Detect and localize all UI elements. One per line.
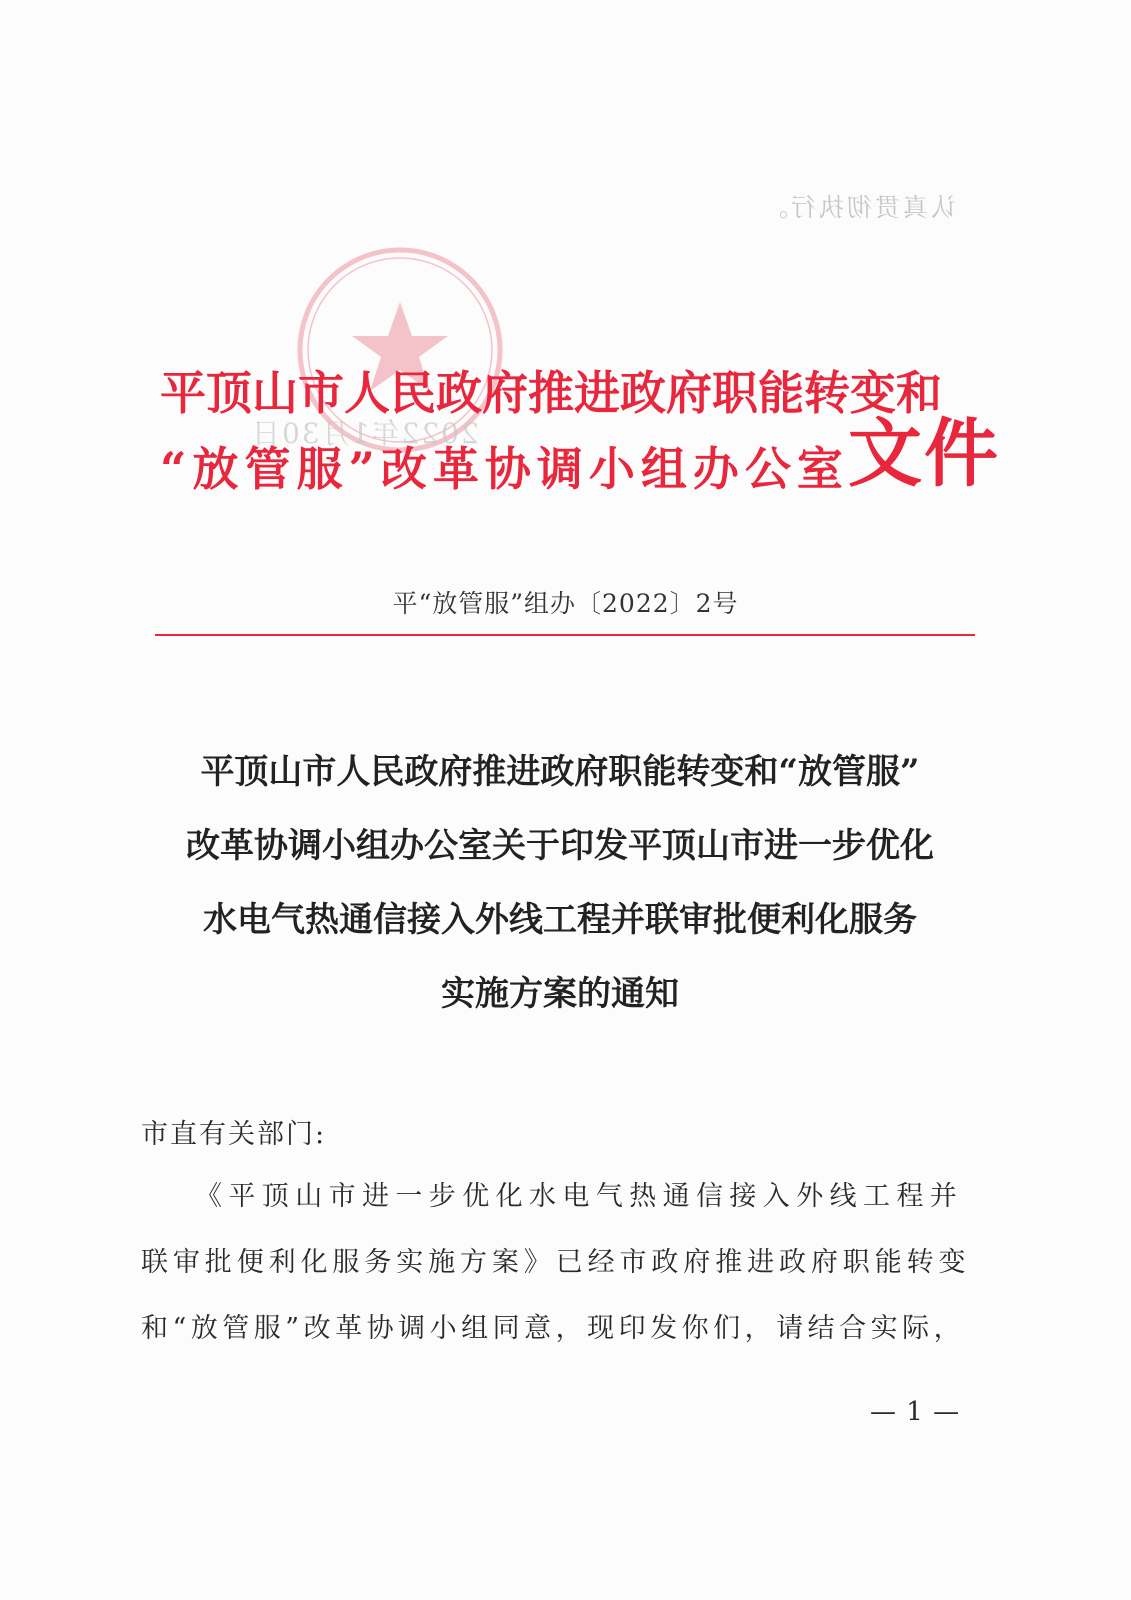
body-line-1: 《平顶山市进一步优化水电气热通信接入外线工程并 <box>195 1181 964 1212</box>
red-separator-line <box>155 634 975 636</box>
seal-date-mirrored: 2022年1月30日 <box>250 417 479 450</box>
body-line-2: 联审批便利化服务实施方案》已经市政府推进政府职能转变 <box>141 1247 971 1278</box>
title-line-3: 水电气热通信接入外线工程并联审批便利化服务 <box>203 900 917 940</box>
document-word: 文件 <box>848 411 1000 497</box>
document-title <box>140 735 980 1031</box>
salutation: 市直有关部门: <box>141 1119 327 1150</box>
document-number: 平“放管服”组办〔2022〕2号 <box>392 589 739 618</box>
title-line-4: 实施方案的通知 <box>441 974 679 1014</box>
body-paragraph <box>141 1164 971 1362</box>
issuer-line-2: “放管服”改革协调小组办公室 <box>160 442 849 496</box>
title-line-1: 平顶山市人民政府推进政府职能转变和“放管服” <box>200 752 920 792</box>
page-number: — 1 — <box>870 1397 961 1427</box>
issuer-line-1: 平顶山市人民政府推进政府职能转变和 <box>160 366 942 420</box>
bleed-through-text: 认真贯彻执行。 <box>760 193 957 222</box>
body-line-3: 和“放管服”改革协调小组同意，现印发你们，请结合实际， <box>141 1313 966 1344</box>
title-line-2: 改革协调小组办公室关于印发平顶山市进一步优化 <box>186 826 934 866</box>
